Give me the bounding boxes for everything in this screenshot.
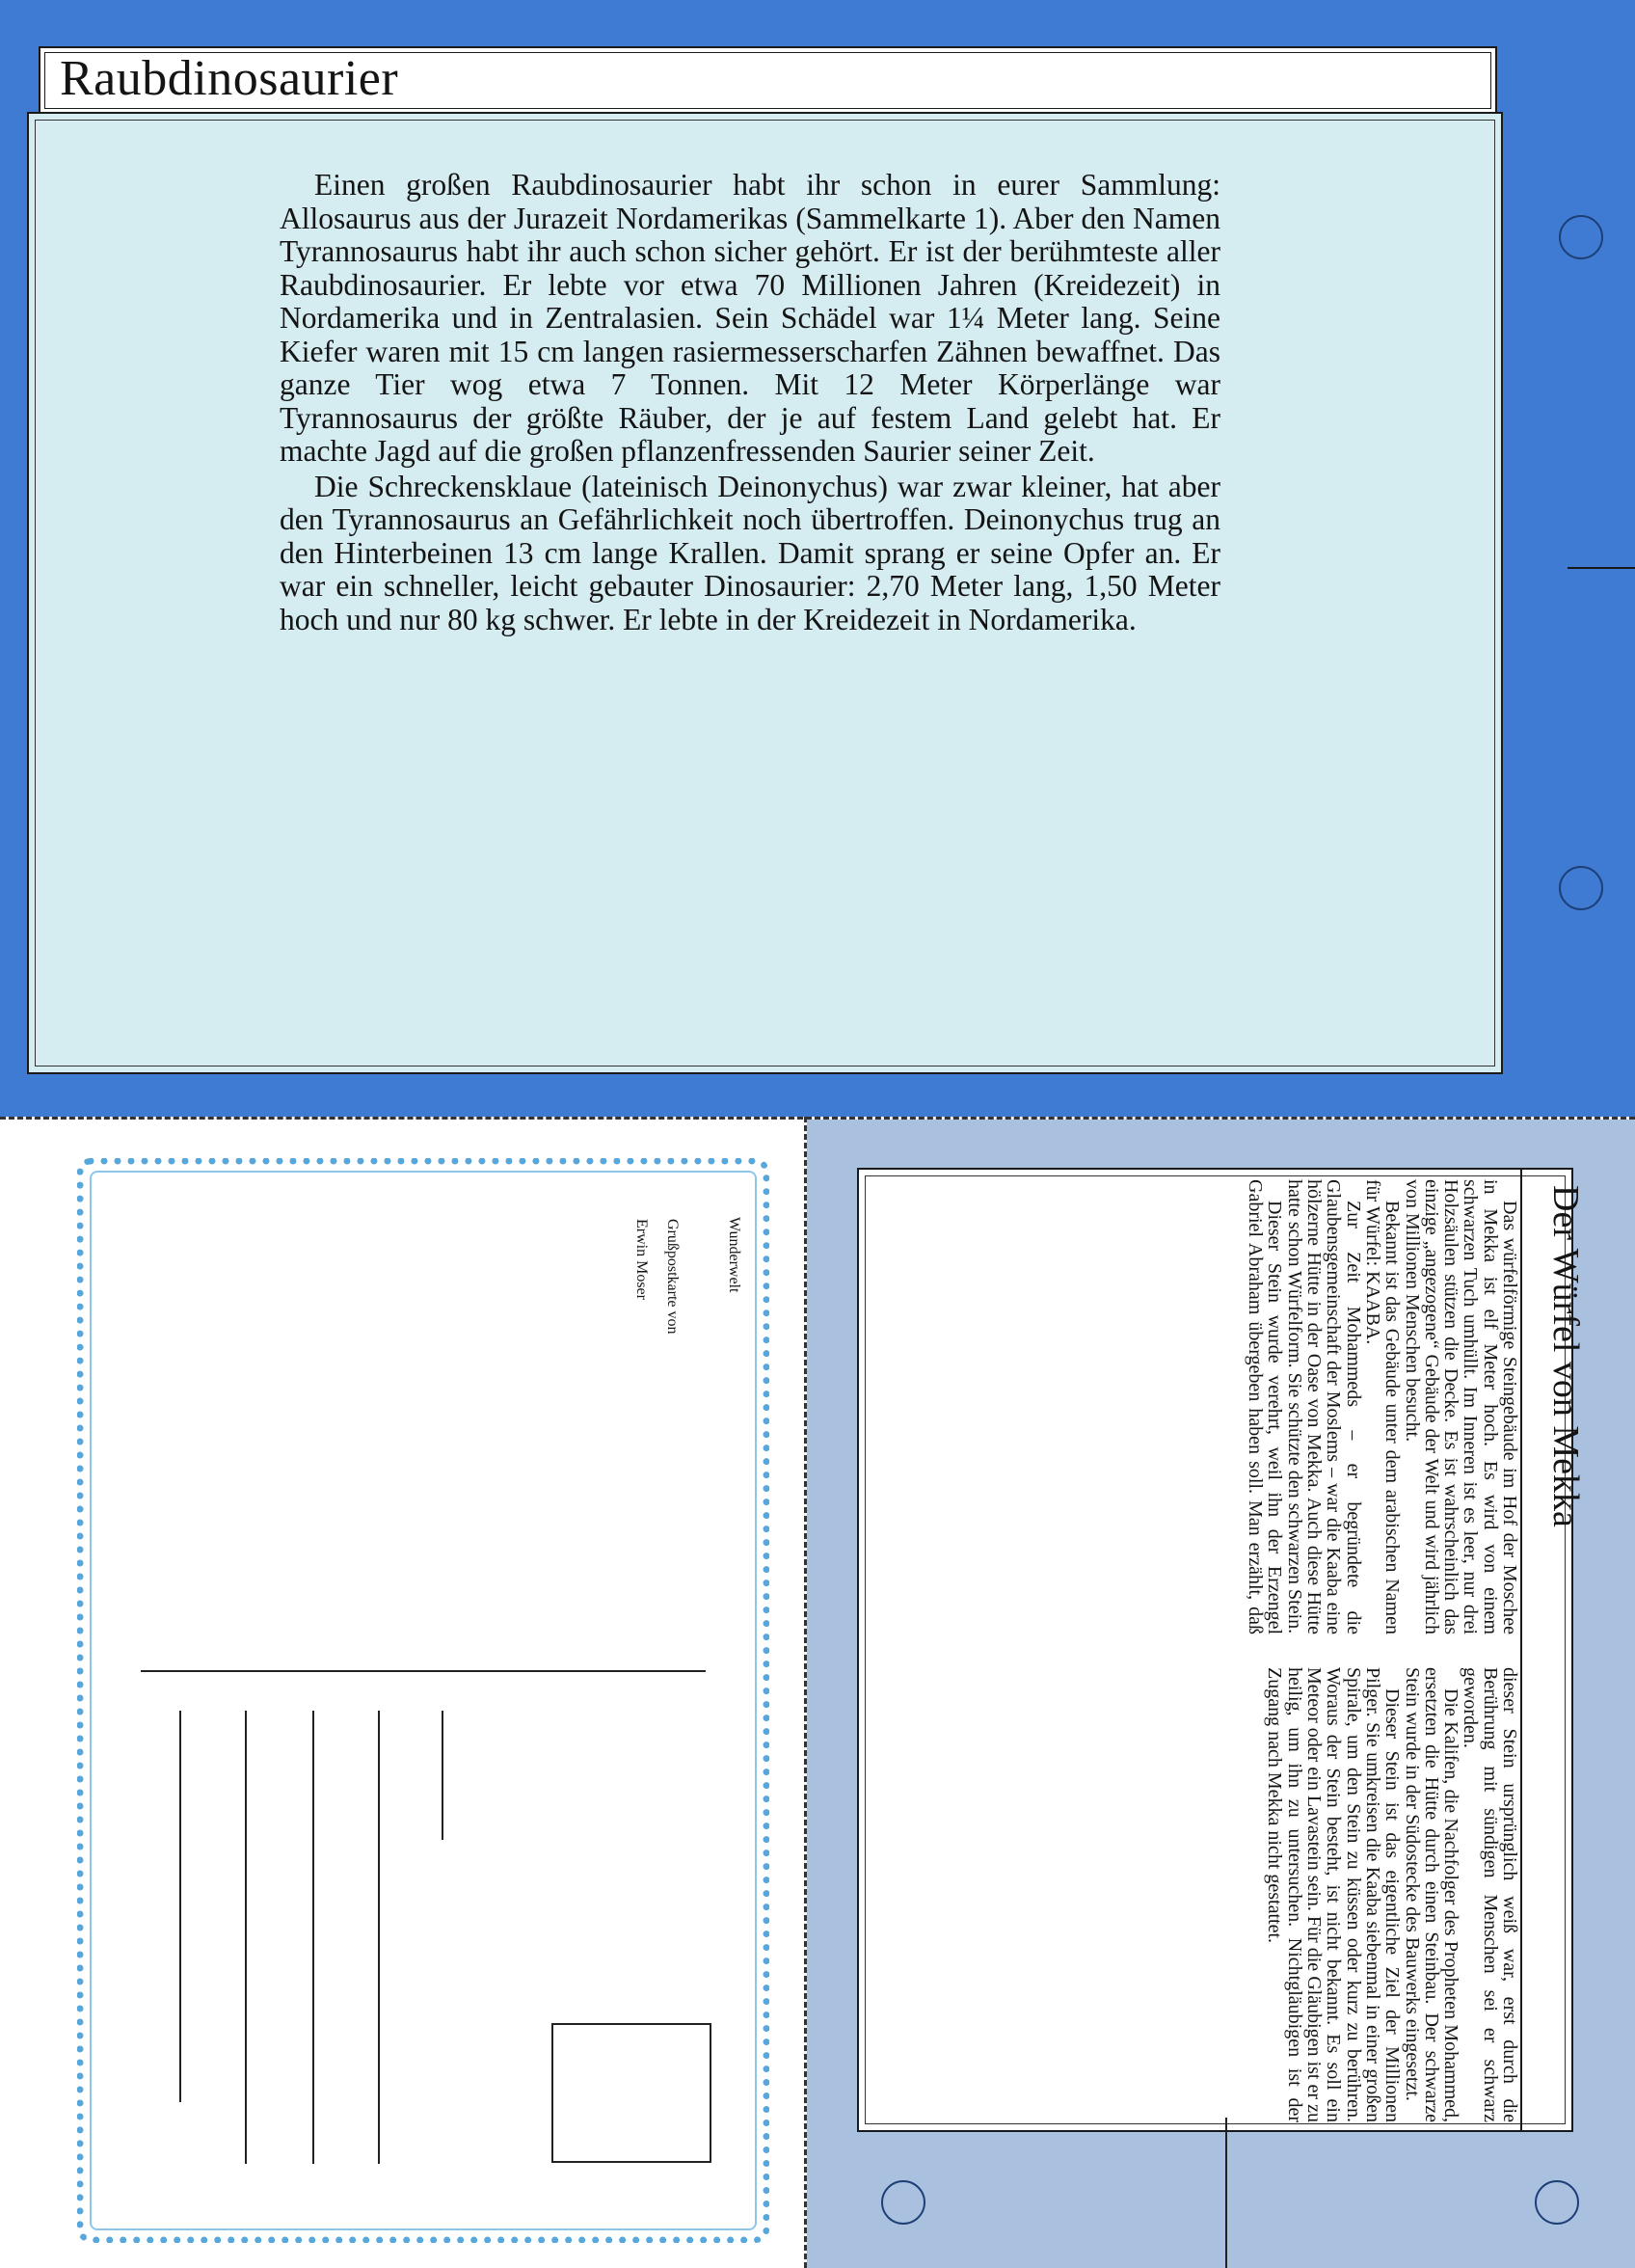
dinosaur-paragraph-2: Die Schreckensklaue (lateinisch Deinonychus) war zwar kleiner, hat aber den Tyrannosaurus an Gefährlichkeit noch übertroffen. Deinonychus trug an den Hinterbeinen 13 cm lange Krallen. Damit sprang er seine Opfer an. Er war ein schneller, leicht gebauter Dinosaurier: 2,70 Meter lang, 1,50 Meter hoch und nur 80 kg schwer. Er lebte in der Kreidezeit in Nordamerika. [280,469,1220,636]
stamp-box [551,2023,711,2163]
punch-hole [1559,866,1603,910]
mekka-rotated-content [1245,1179,1595,2122]
punch-hole [881,2180,925,2225]
mekka-paragraph: Dieser Stein ist das eigentliche Ziel der Millionen Pilger. Sie umkreisen die Kaaba siebenmal in einer großen Spirale, um den Stein zu küssen oder kurz zu berühren. Woraus der Stein besteht, ist nicht bekannt. Es soll ein Meteor oder ein Lavastein sein. Für die Gläubigen ist er zu heilig, um ihn zu untersuchen. Nichtgläubigen ist der Zugang nach Mekka nicht gestattet. [1264,1667,1404,2122]
punch-hole [1559,215,1603,259]
postcard-brand-logo: Wunderwelt [726,1217,742,1293]
mekka-body-text [1246,1179,1519,2122]
dinosaur-card [0,0,1635,1117]
dinosaur-body-text [280,169,1220,636]
dinosaur-title-bar [39,46,1497,115]
mekka-paragraph: Dieser Stein wurde verehrt, weil ihn der Erzengel Gabriel Abraham übergeben haben soll. Man erzählt, daß dieser Stein ursprünglich weiß war, erst durch die Berührung mit sündigen Menschen sei er schwarz geworden. [1245,1179,1520,2122]
dinosaur-card-title: Raubdinosaurier [60,51,399,106]
mekka-paragraph: Bekannt ist das Gebäude unter dem arabischen Namen für Würfel: KAABA. [1361,1179,1404,1634]
address-line [378,1711,380,2164]
postcard-subtitle-line1: Grußpostkarte von [664,1219,681,1335]
mekka-card-title: Der Würfel von Mekka [1545,1185,1586,1527]
postcard-subtitle-line2: Erwin Moser [633,1219,650,1300]
dinosaur-paragraph-1: Einen großen Raubdinosaurier habt ihr schon in eurer Sammlung: Allosaurus aus der Jurazeit Nordamerikas (Sammelkarte 1). Aber den Namen Tyrannosaurus habt ihr auch schon sicher gehört. Er ist der berühmteste aller Raubdinosaurier. Er lebte vor etwa 70 Millionen Jahren (Kreidezeit) in Nordamerika und in Zentralasien. Sein Schädel war 1¼ Meter lang. Seine Kiefer waren mit 15 cm langen rasiermesserscharfen Zähnen bewaffnet. Das ganze Tier wog etwa 7 Tonnen. Mit 12 Meter Körperlänge war Tyrannosaurus der größte Räuber, der je auf festem Land gelebt hat. Er machte Jagd auf die großen pflanzenfressenden Saurier seiner Zeit. [280,168,1220,468]
address-line [245,1711,247,2164]
mekka-card [807,1120,1635,2268]
postcard-divider-line [141,1670,706,1672]
address-line [312,1711,314,2164]
mekka-title-divider [1520,1168,1522,2132]
mekka-paragraph: Zur Zeit Mohammeds – er begründete die Glaubensgemeinschaft der Moslems – war die Kaaba eine hölzerne Hütte in der Oase von Mekka. Auch diese Hütte hatte schon Würfelform. Sie schützte den schwarzen Stein. [1283,1179,1364,1634]
punch-hole [1535,2180,1579,2225]
cut-mark [1568,567,1635,569]
mekka-paragraph: Die Kalifen, die Nachfolger des Propheten Mohammed, ersetzten die Hütte durch einen Steinbau. Der schwarze Stein wurde in der Südostecke des Bauwerks eingesetzt. [1401,1667,1462,2122]
address-line [442,1711,443,1840]
cut-mark [1225,2118,1227,2268]
address-line [179,1711,181,2102]
mekka-paragraph: Das würfelförmige Steingebäude im Hof der Moschee in Mekka ist elf Meter hoch. Es wird von einem schwarzen Tuch umhüllt. Im Inneren ist es leer, nur drei Holzsäulen stützen die Decke. Es ist wahrscheinlich das einzige „angezogene“ Gebäude der Welt und wird jährlich von Millionen Menschen besucht. [1401,1179,1520,1634]
